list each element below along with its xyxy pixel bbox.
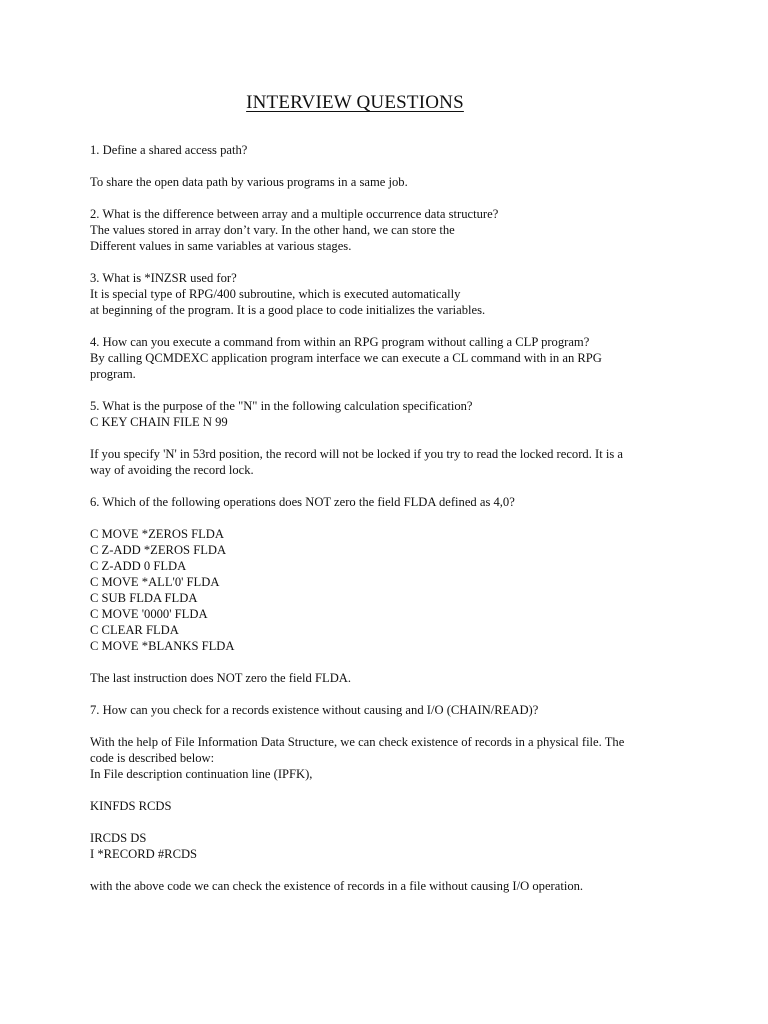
- code-line: C Z-ADD *ZEROS FLDA: [90, 543, 227, 557]
- answer-6: The last instruction does NOT zero the field FLDA.: [90, 671, 352, 685]
- answer-7-closing: with the above code we can check the existence of records in a file without causing I/O operation.: [90, 879, 584, 893]
- answer-3-line-1: It is special type of RPG/400 subroutine, which is executed automatically: [90, 287, 461, 301]
- answer-2-line-1: The values stored in array don’t vary. In the other hand, we can store the: [90, 223, 455, 237]
- question-4: 4. How can you execute a command from within an RPG program without calling a CLP program?: [90, 335, 590, 349]
- code-line: C SUB FLDA FLDA: [90, 591, 198, 605]
- code-line: C CLEAR FLDA: [90, 623, 179, 637]
- question-2: 2. What is the difference between array and a multiple occurrence data structure?: [90, 207, 499, 221]
- answer-3-line-2: at beginning of the program. It is a good place to code initializes the variables.: [90, 303, 486, 317]
- code-line: IRCDS DS: [90, 831, 147, 845]
- answer-5-line-1: If you specify 'N' in 53rd position, the record will not be locked if you try to read the locked record. It is a: [90, 447, 623, 461]
- code-line: C MOVE *ZEROS FLDA: [90, 527, 224, 541]
- code-line: C MOVE '0000' FLDA: [90, 607, 208, 621]
- answer-4-line-2: program.: [90, 367, 136, 381]
- question-1: 1. Define a shared access path?: [90, 143, 248, 157]
- question-5: 5. What is the purpose of the "N" in the following calculation specification?: [90, 399, 473, 413]
- code-line: C MOVE *BLANKS FLDA: [90, 639, 235, 653]
- answer-4-line-1: By calling QCMDEXC application program interface we can execute a CL command with in an RPG: [90, 351, 602, 365]
- code-line: I *RECORD #RCDS: [90, 847, 198, 861]
- answer-5-line-2: way of avoiding the record lock.: [90, 463, 254, 477]
- answer-7-line-1: With the help of File Information Data Structure, we can check existence of records in a physical file. The: [90, 735, 625, 749]
- question-3: 3. What is *INZSR used for?: [90, 271, 237, 285]
- code-line: KINFDS RCDS: [90, 799, 172, 813]
- question-6: 6. Which of the following operations does NOT zero the field FLDA defined as 4,0?: [90, 495, 515, 509]
- question-7: 7. How can you check for a records existence without causing and I/O (CHAIN/READ)?: [90, 703, 539, 717]
- answer-2-line-2: Different values in same variables at various stages.: [90, 239, 352, 253]
- code-line: C Z-ADD 0 FLDA: [90, 559, 187, 573]
- page-title: INTERVIEW QUESTIONS: [246, 92, 464, 113]
- answer-1: To share the open data path by various programs in a same job.: [90, 175, 408, 189]
- answer-7-line-2: code is described below:: [90, 751, 215, 765]
- code-line: C MOVE *ALL'0' FLDA: [90, 575, 220, 589]
- code-line: C KEY CHAIN FILE N 99: [90, 415, 228, 429]
- answer-7-line-3: In File description continuation line (IPFK),: [90, 767, 313, 781]
